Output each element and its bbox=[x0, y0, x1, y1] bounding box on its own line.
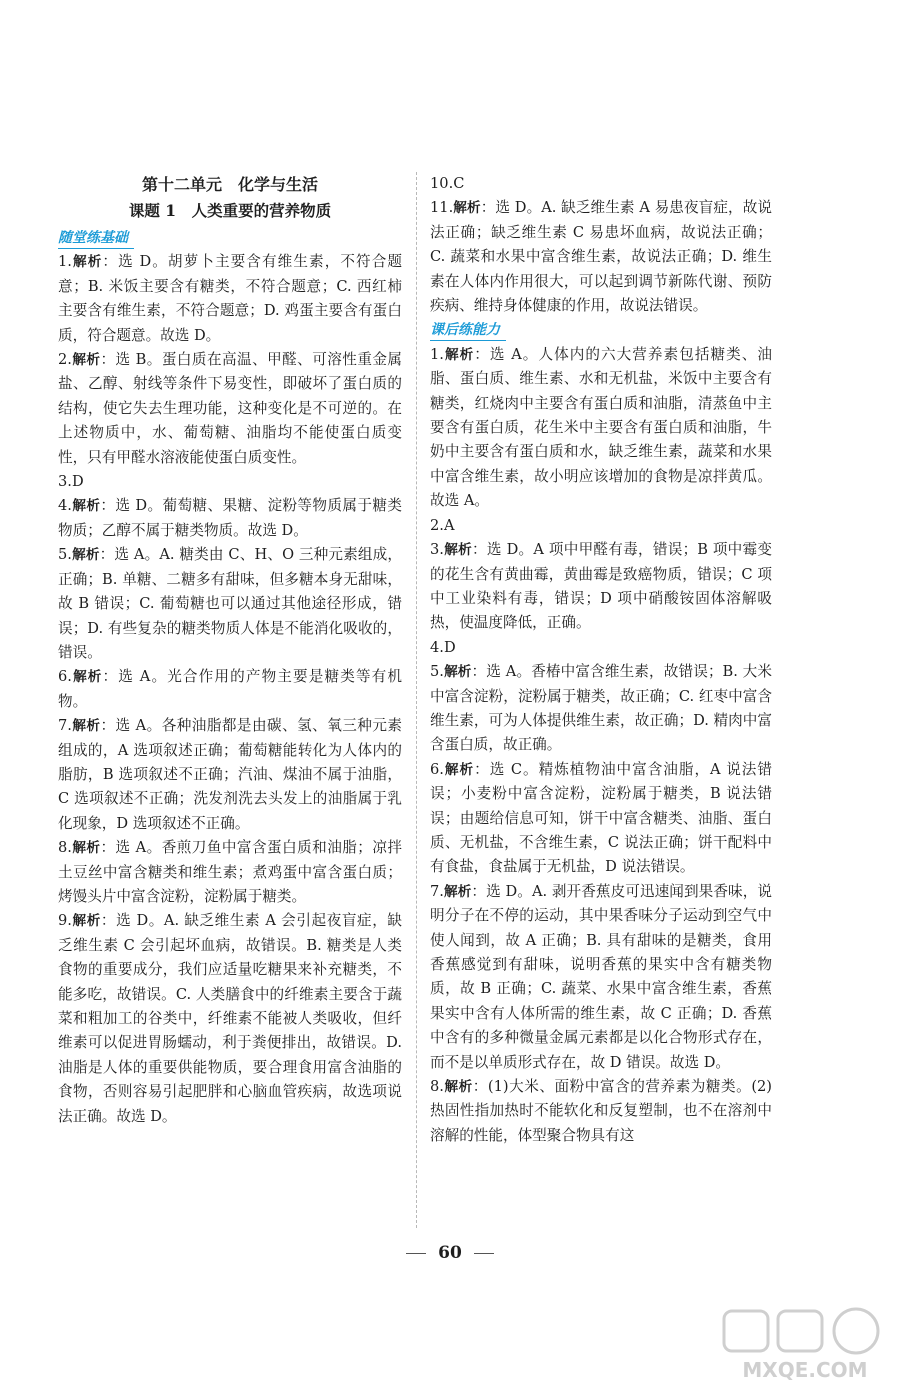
question-number: 8. bbox=[430, 1078, 444, 1096]
question-number: 7. bbox=[58, 717, 72, 735]
right-column bbox=[430, 172, 772, 1148]
colon: ： bbox=[471, 882, 487, 900]
answer-text: 选 D。A. 剥开香蕉皮可迅速闻到果香味，说明分子在不停的运动，其中果香味分子运动到空气中使人闻到，故 A 正确；B. 具有甜味的是糖类，食用香蕉感觉到有甜味，说明香蕉的果实中含有糖类物质，故 B 正确；C. 蔬菜、水果中富含维生素，香蕉果实中含有人体所需的维生素，故 C 正确；D. 香蕉中含有的多种微量金属元素都是以化合物形式存在，而不是以单质形式存在，故 D 错误。故选 D。 bbox=[430, 882, 772, 1071]
answer-item bbox=[58, 665, 402, 714]
question-number: 3. bbox=[430, 541, 444, 559]
answer-item bbox=[430, 514, 772, 538]
analysis-tag: 解析 bbox=[71, 840, 101, 857]
answer-item bbox=[430, 636, 772, 660]
question-number: 2. bbox=[430, 516, 444, 534]
answer-text: 选 D。A 项中甲醛有毒，错误；B 项中霉变的花生含有黄曲霉，黄曲霉是致癌物质，错误；C 项中工业染料有毒，错误；D 项中硝酸铵固体溶解吸热，使温度降低，正确。 bbox=[430, 541, 773, 632]
question-number: 7. bbox=[430, 882, 444, 900]
section-heading-in-class: 随堂练基础 bbox=[58, 228, 134, 249]
analysis-tag: 解析 bbox=[453, 200, 481, 217]
analysis-tag: 解析 bbox=[71, 254, 103, 271]
colon: ： bbox=[480, 199, 496, 217]
analysis-tag: 解析 bbox=[443, 883, 472, 900]
answer-item bbox=[58, 250, 402, 348]
question-number: 3. bbox=[58, 473, 72, 491]
question-number: 5. bbox=[58, 546, 72, 564]
colon: ： bbox=[471, 663, 487, 681]
left-column bbox=[58, 172, 402, 1129]
answer-text: 选 D。胡萝卜主要含有维生素，不符合题意；B. 米饭主要含有糖类，不符合题意；C. 西红柿主要含有维生素，不符合题意；D. 鸡蛋主要含有蛋白质，符合题意。故选 D。 bbox=[58, 253, 402, 344]
analysis-tag: 解析 bbox=[443, 1079, 473, 1096]
answer-text: 选 D。A. 缺乏维生素 A 会引起夜盲症，缺乏维生素 C 会引起坏血病，故错误。B. 糖类是人类食物的重要成分，我们应适量吃糖果来补充糖类，不能多吃，故错误。C. 人类膳食中的纤维素主要含于蔬菜和粗加工的谷类中，纤维素不能被人类吸收，但纤维素可以促进胃肠蠕动，利于粪便排出，故错误。D. 油脂是人体的重要供能物质，要合理食用富含油脂的食物，否则容易引起肥胖和心脑血管疾病，故选项说法正确。故选 D。 bbox=[58, 912, 402, 1125]
watermark-logo bbox=[720, 1305, 890, 1385]
colon: ： bbox=[471, 541, 487, 559]
answer-text: 选 A。各种油脂都是由碳、氢、氧三种元素组成的，A 选项叙述正确；葡萄糖能转化为人体内的脂肪，B 选项叙述不正确；汽油、煤油不属于油脂，C 选项叙述不正确；洗发剂洗去头发上的油脂属于乳化现象，D 选项叙述不正确。 bbox=[58, 717, 402, 832]
colon: ： bbox=[474, 345, 490, 363]
column-divider bbox=[416, 172, 417, 1228]
analysis-tag: 解析 bbox=[71, 669, 103, 686]
colon: ： bbox=[100, 717, 116, 735]
answer-item bbox=[58, 836, 402, 909]
answer-item bbox=[58, 543, 402, 665]
colon: ： bbox=[100, 912, 117, 930]
question-number: 11. bbox=[430, 199, 454, 217]
colon: ： bbox=[474, 760, 490, 778]
analysis-tag: 解析 bbox=[71, 352, 101, 369]
question-number: 2. bbox=[58, 351, 72, 369]
answer-item bbox=[58, 470, 402, 494]
question-number: 10. bbox=[430, 175, 454, 192]
analysis-tag: 解析 bbox=[71, 498, 101, 515]
answer-item bbox=[430, 660, 772, 758]
answer-item bbox=[430, 172, 772, 196]
answer-list-in-class bbox=[58, 250, 402, 1129]
analysis-tag: 解析 bbox=[443, 761, 475, 778]
answer-item bbox=[430, 538, 772, 636]
answer-text: 选 A。光合作用的产物主要是糖类等有机物。 bbox=[58, 668, 402, 710]
colon: ： bbox=[100, 497, 116, 515]
colon: ： bbox=[472, 1078, 488, 1096]
answer-text: 选 A。香椿中富含维生素，故错误；B. 大米中富含淀粉，淀粉属于糖类，故正确；C. 红枣中富含维生素，可为人体提供维生素，故正确；D. 精肉中富含蛋白质，故正确。 bbox=[430, 663, 772, 754]
answer-text: D bbox=[443, 638, 456, 656]
answer-text: 选 B。蛋白质在高温、甲醛、可溶性重金属盐、乙醇、射线等条件下易变性，即破坏了蛋白质的结构，使它失去生理功能，这种变化是不可逆的。在上述物质中，水、葡萄糖、油脂均不能使蛋白质变性，只有甲醛水溶液能使蛋白质变性。 bbox=[58, 351, 402, 466]
analysis-tag: 解析 bbox=[443, 346, 475, 363]
colon: ： bbox=[99, 546, 115, 564]
question-number: 4. bbox=[430, 638, 444, 656]
answer-list-in-class-continued bbox=[430, 172, 772, 318]
question-number: 6. bbox=[430, 760, 444, 778]
colon: ： bbox=[100, 839, 116, 857]
answer-item bbox=[58, 714, 402, 836]
answer-text: 选 D。葡萄糖、果糖、淀粉等物质属于糖类物质；乙醇不属于糖类物质。故选 D。 bbox=[58, 497, 403, 539]
analysis-tag: 解析 bbox=[71, 913, 101, 930]
colon: ： bbox=[102, 668, 119, 686]
answer-text: 选 A。A. 糖类由 C、H、O 三种元素组成，正确；B. 单糖、二糖多有甜味，但多糖本身无甜味，故 B 错误；C. 葡萄糖也可以通过其他途径形成，错误；D. 有些复杂的糖类物质人体是不能消化吸收的，错误。 bbox=[58, 546, 402, 661]
analysis-tag: 解析 bbox=[71, 718, 101, 735]
colon: ： bbox=[100, 351, 116, 369]
watermark-url: MXQE.COM bbox=[742, 1358, 868, 1382]
answer-item bbox=[430, 196, 772, 318]
answer-item bbox=[430, 880, 772, 1075]
answer-item bbox=[58, 909, 402, 1129]
analysis-tag: 解析 bbox=[443, 542, 472, 559]
answer-text: 选 A。香煎刀鱼中富含蛋白质和油脂；凉拌土豆丝中富含糖类和维生素；煮鸡蛋中富含蛋白质；烤馒头片中富含淀粉，淀粉属于糖类。 bbox=[58, 839, 402, 905]
answer-text: A bbox=[443, 516, 455, 534]
question-number: 9. bbox=[58, 912, 72, 930]
question-number: 1. bbox=[58, 253, 72, 271]
answer-text: 选 A。人体内的六大营养素包括糖类、油脂、蛋白质、维生素、水和无机盐，米饭中主要含有糖类，红烧肉中主要含有蛋白质和油脂，清蒸鱼中主要含有蛋白质，花生米中主要含有蛋白质和油脂，牛奶中主要含有蛋白质和水，缺乏维生素，蔬菜和水果中富含维生素，故小明应该增加的食物是凉拌黄瓜。故选 A。 bbox=[430, 345, 772, 510]
answer-list-after-class bbox=[430, 343, 772, 1148]
unit-title: 第十二单元 化学与生活 bbox=[141, 175, 318, 194]
answer-text: (1)大米、面粉中富含的营养素为糖类。(2)热固性指加热时不能软化和反复塑制，也不在溶剂中溶解的性能，体型聚合物具有这 bbox=[430, 1078, 772, 1144]
question-number: 1. bbox=[430, 345, 444, 363]
answer-item bbox=[430, 1075, 772, 1148]
page-number: 60 bbox=[0, 1243, 900, 1263]
analysis-tag: 解析 bbox=[71, 547, 100, 564]
answer-item bbox=[58, 494, 402, 543]
section-heading-after-class: 课后练能力 bbox=[430, 320, 506, 341]
answer-text: 选 C。精炼植物油中富含油脂，A 说法错误；小麦粉中富含淀粉，淀粉属于糖类，B 说法错误；由题给信息可知，饼干中富含糖类、油脂、蛋白质、无机盐，不含维生素，C 说法正确；饼干配料中有食盐，食盐属于无机盐，D 说法错误。 bbox=[430, 760, 772, 876]
question-number: 8. bbox=[58, 839, 72, 857]
answer-text: D bbox=[71, 473, 84, 491]
answer-text: 选 D。A. 缺乏维生素 A 易患夜盲症，故说法正确；缺乏维生素 C 易患坏血病，故说法正确；C. 蔬菜和水果中富含维生素，故说法正确；D. 维生素在人体内作用很大，可以起到调节新陈代谢、预防疾病、维持身体健康的作用，故说法错误。 bbox=[430, 199, 772, 315]
answer-item bbox=[58, 348, 402, 470]
answer-item bbox=[430, 343, 772, 514]
answer-text: C bbox=[453, 175, 465, 192]
question-number: 4. bbox=[58, 497, 72, 515]
colon: ： bbox=[102, 253, 119, 271]
question-number: 6. bbox=[58, 668, 72, 686]
question-number: 5. bbox=[430, 663, 444, 681]
answer-item bbox=[430, 758, 772, 880]
analysis-tag: 解析 bbox=[443, 664, 472, 681]
lesson-title: 课题 1 人类重要的营养物质 bbox=[128, 201, 332, 220]
